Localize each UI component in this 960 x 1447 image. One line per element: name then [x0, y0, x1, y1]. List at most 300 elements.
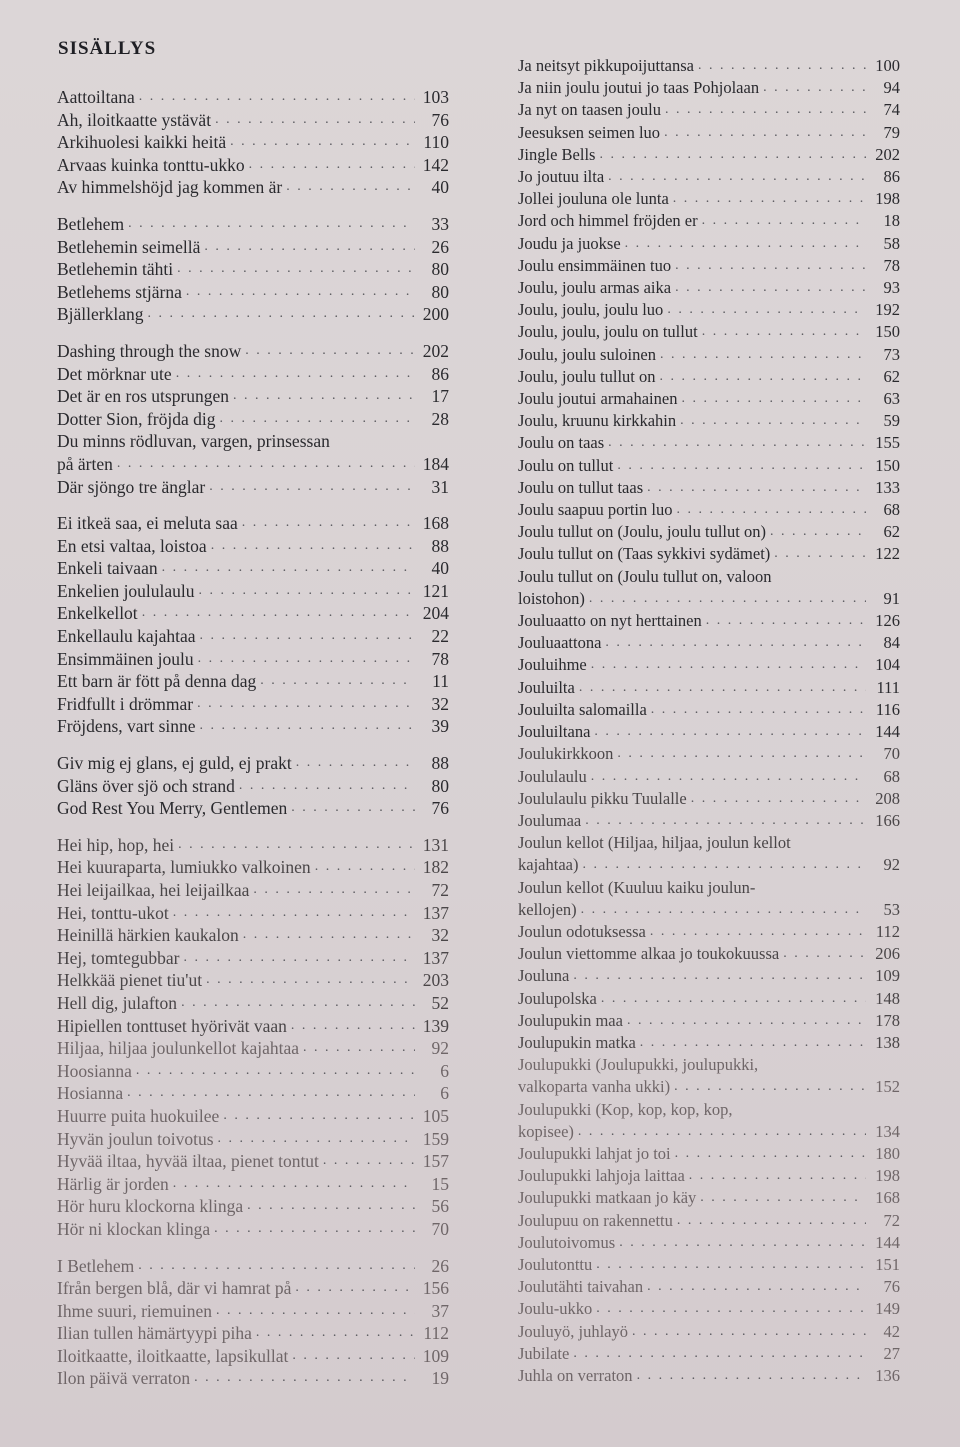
toc-entry-title: Hei leijailkaa, hei leijailkaa [57, 880, 250, 900]
toc-page-number: 27 [883, 1343, 900, 1363]
toc-page-number: 6 [440, 1060, 449, 1081]
toc-page-number: 72 [431, 880, 449, 900]
leader-dots [676, 499, 866, 521]
leader-dots [233, 385, 415, 408]
toc-entry [518, 988, 900, 1010]
toc-entry-continuation [518, 854, 900, 876]
toc-entry-continuation [518, 588, 900, 610]
toc-page-number: 110 [423, 132, 449, 153]
toc-page-number: 32 [431, 925, 449, 946]
toc-page-number: 11 [432, 671, 449, 692]
toc-entry [518, 77, 900, 99]
toc-entry [518, 743, 900, 765]
toc-entry-title: Joulun kellot (Hiljaa, hiljaa, joulun kellot [518, 833, 791, 853]
toc-entry [57, 1300, 449, 1323]
toc-page-number: 150 [875, 455, 900, 475]
toc-entry-title: Betlehemin tähti [57, 259, 174, 280]
leader-dots [650, 921, 866, 943]
toc-entry [57, 258, 449, 281]
leader-dots [162, 557, 415, 580]
toc-entry-title: Joulu on tullut taas [518, 477, 644, 497]
toc-entry-title: Jouluna [518, 966, 570, 986]
leader-dots [608, 166, 866, 188]
right-column [518, 55, 900, 1387]
toc-entry [57, 1060, 449, 1083]
toc-entry [57, 902, 449, 925]
toc-page-number: 150 [875, 322, 900, 342]
toc-entry-title: Enkellaulu kajahtaa [57, 626, 196, 647]
leader-dots [249, 154, 415, 177]
toc-entry-title: Giv mig ej glans, ej guld, ej prakt [57, 753, 292, 774]
leader-dots [599, 144, 866, 166]
leader-dots [215, 109, 415, 132]
toc-entry [518, 654, 900, 676]
toc-entry-title: Joulu ensimmäinen tuo [518, 255, 672, 275]
toc-page-number: 76 [883, 1277, 900, 1297]
toc-entry [57, 86, 449, 109]
leader-dots [315, 856, 415, 879]
toc-entry-title: Joulu, joulu suloinen [518, 344, 656, 364]
leader-dots [136, 1060, 415, 1083]
leader-dots [176, 363, 415, 386]
toc-entry [57, 340, 449, 363]
toc-page-number: 149 [875, 1299, 900, 1319]
toc-page-number: 62 [883, 522, 900, 542]
toc-entry [518, 388, 900, 410]
toc-entry-title: Ifrån bergen blå, där vi hamrat på [57, 1278, 292, 1299]
toc-entry [57, 236, 449, 259]
toc-entry [518, 521, 900, 543]
toc-entry [57, 176, 449, 199]
toc-entry [518, 122, 900, 144]
leader-dots [177, 258, 415, 281]
toc-entry-title: Betlehemin seimellä [57, 236, 201, 257]
toc-page-number: 40 [431, 177, 449, 198]
toc-page-number: 93 [883, 278, 900, 298]
toc-entry-title: Joulun viettomme alkaa jo toukokuussa [518, 944, 780, 964]
toc-entry-continuation [518, 1121, 900, 1143]
toc-entry-title: Iloitkaatte, iloitkaatte, lapsikullat [57, 1345, 289, 1366]
toc-page-number: 74 [883, 100, 900, 120]
toc-page-number: 22 [431, 626, 449, 647]
toc-entry-title: Huurre puita huokuilee [57, 1105, 220, 1126]
toc-entry-title-cont: kopisee) [518, 1121, 574, 1141]
toc-page-number: 53 [883, 899, 900, 919]
toc-page-number: 73 [883, 344, 900, 364]
toc-page-number: 68 [883, 500, 900, 520]
toc-entry-title: Betlehem [57, 213, 125, 234]
toc-page-number: 202 [422, 340, 449, 361]
toc-page-number: 58 [883, 233, 900, 253]
toc-entry [518, 344, 900, 366]
toc-page-number: 88 [431, 535, 449, 556]
toc-entry [518, 1054, 900, 1098]
toc-letter-group [57, 340, 449, 498]
toc-page-number: 134 [875, 1121, 900, 1141]
toc-entry-title: Jubilate [518, 1343, 570, 1363]
toc-page-number: 139 [422, 1015, 449, 1036]
toc-entry-title: Jord och himmel fröjden er [518, 211, 698, 231]
leader-dots [211, 535, 415, 558]
toc-page-number: 72 [883, 1210, 900, 1230]
leader-dots [242, 512, 415, 535]
toc-entry [518, 477, 900, 499]
toc-page-number: 168 [422, 513, 449, 534]
toc-entry-title: Jouluilta salomailla [518, 699, 647, 719]
toc-entry-title: Där sjöngo tre änglar [57, 476, 206, 497]
toc-page-number: 59 [883, 411, 900, 431]
leader-dots [667, 299, 866, 321]
toc-entry [518, 1165, 900, 1187]
toc-entry-title: Joulu tullut on (Taas sykkivi sydämet) [518, 544, 771, 564]
toc-page-number: 133 [875, 477, 900, 497]
toc-page-number: 103 [422, 87, 449, 107]
leader-dots [256, 1322, 415, 1345]
toc-entry-title: Joulupukki lahjat jo toi [518, 1143, 671, 1163]
leader-dots [681, 388, 866, 410]
toc-entry-title: Joulupukin maa [518, 1010, 623, 1030]
toc-entry [57, 281, 449, 304]
toc-entry [518, 766, 900, 788]
toc-page-number: 26 [431, 236, 449, 257]
toc-entry [518, 1343, 900, 1365]
leader-dots [582, 854, 866, 876]
toc-entry [57, 1128, 449, 1151]
toc-entry [518, 1298, 900, 1320]
toc-entry-title-cont: kellojen) [518, 899, 577, 919]
toc-entry [57, 1367, 449, 1390]
toc-entry-title: Hej, tomtegubbar [57, 947, 180, 968]
toc-page-number: 52 [431, 992, 449, 1013]
leader-dots [647, 1276, 866, 1298]
toc-entry [57, 924, 449, 947]
toc-entry [518, 99, 900, 121]
leader-dots [589, 588, 866, 610]
toc-page-number: 203 [422, 970, 449, 991]
toc-entry-title: Enkeli taivaan [57, 558, 158, 579]
toc-entry [57, 775, 449, 798]
toc-entry [518, 543, 900, 565]
toc-entry-title: Du minns rödluvan, vargen, prinsessan [57, 431, 330, 452]
toc-page-number: 86 [883, 167, 900, 187]
toc-entry [518, 410, 900, 432]
leader-dots [138, 1255, 415, 1278]
toc-entry-title: Jouluilta [518, 677, 575, 697]
leader-dots [216, 1300, 415, 1323]
toc-entry [57, 1345, 449, 1368]
leader-dots [677, 1210, 866, 1232]
toc-entry [57, 1082, 449, 1105]
toc-entry-title: Arvaas kuinka tonttu-ukko [57, 154, 245, 175]
toc-entry-title: Jouluaattona [518, 633, 602, 653]
toc-page-number: 18 [883, 211, 900, 231]
leader-dots [199, 580, 415, 603]
toc-page-number: 182 [422, 857, 449, 878]
toc-page-number: 26 [431, 1255, 449, 1276]
leader-dots [783, 943, 866, 965]
toc-entry [518, 210, 900, 232]
toc-entry-title: Ja nyt on taasen joulu [518, 100, 661, 120]
toc-entry [518, 832, 900, 876]
toc-entry-title-cont: valkoparta vanha ukki) [518, 1077, 671, 1097]
toc-entry-title: Joulutähti taivahan [518, 1277, 644, 1297]
leader-dots [173, 1173, 415, 1196]
toc-entry-title: Joudu ja juokse [518, 233, 621, 253]
leader-dots [647, 477, 866, 499]
toc-entry-title: Det mörknar ute [57, 363, 172, 384]
toc-page-number: 100 [875, 56, 900, 75]
toc-page-number: 79 [883, 122, 900, 142]
leader-dots [218, 1128, 415, 1151]
leader-dots [591, 654, 866, 676]
leader-dots [632, 1321, 866, 1343]
toc-entry-title: Ja niin joulu joutui jo taas Pohjolaan [518, 78, 760, 98]
toc-entry-title: Ensimmäinen joulu [57, 648, 194, 669]
leader-dots [178, 834, 415, 857]
toc-entry [57, 1105, 449, 1128]
toc-entry-title: Hyvän joulun toivotus [57, 1128, 214, 1149]
toc-entry [57, 648, 449, 671]
leader-dots [680, 410, 866, 432]
toc-page-number: 111 [876, 677, 900, 697]
leader-dots [637, 1365, 866, 1387]
toc-entry-title: Joulupukki (Kop, kop, kop, kop, [518, 1099, 733, 1119]
leader-dots [200, 715, 415, 738]
toc-page-number: 121 [422, 580, 449, 601]
toc-page-number: 33 [431, 213, 449, 234]
toc-entry [57, 602, 449, 625]
toc-page-number: 91 [883, 588, 900, 608]
toc-entry-continuation [518, 899, 900, 921]
toc-page-number: 198 [875, 189, 900, 209]
toc-entry-title: Ah, iloitkaatte ystävät [57, 109, 212, 130]
leader-dots [627, 1010, 866, 1032]
toc-entry-title: Fröjdens, vart sinne [57, 716, 196, 737]
toc-entry-title: Jouluiltana [518, 722, 591, 742]
toc-entry [518, 277, 900, 299]
toc-entry [57, 992, 449, 1015]
leader-dots [186, 281, 415, 304]
toc-entry-title: Heinillä härkien kaukalon [57, 925, 239, 946]
leader-dots [573, 965, 866, 987]
toc-letter-group [57, 512, 449, 738]
toc-entry-title: Jouluaatto on nyt herttainen [518, 611, 702, 631]
toc-entry [518, 366, 900, 388]
toc-entry-title: Joulu on tullut [518, 455, 614, 475]
toc-entry-title: Joulu on taas [518, 433, 605, 453]
toc-page-number: 192 [875, 300, 900, 320]
leader-dots [247, 1195, 415, 1218]
leader-dots [660, 366, 866, 388]
toc-entry-title: En etsi valtaa, loistoa [57, 535, 207, 556]
leader-dots [673, 188, 866, 210]
toc-entry-title: Joulupukki (Joulupukki, joulupukki, [518, 1055, 759, 1075]
toc-page-number: 138 [875, 1032, 900, 1052]
toc-letter-group [57, 752, 449, 820]
leader-dots [142, 602, 415, 625]
toc-entry-title: Helkkää pienet tiu'ut [57, 970, 203, 991]
toc-page-number: 28 [431, 408, 449, 429]
leader-dots [243, 924, 415, 947]
toc-entry [57, 1277, 449, 1300]
toc-entry-title: Joululaulu [518, 766, 587, 786]
leader-dots [209, 476, 415, 499]
toc-page-number: 208 [875, 788, 900, 808]
toc-entry [57, 1150, 449, 1173]
toc-page-number: 68 [883, 766, 900, 786]
leader-dots [223, 1105, 415, 1128]
toc-entry-title: Joulu, joulu, joulu luo [518, 300, 664, 320]
toc-entry-title: Joulu-ukko [518, 1299, 593, 1319]
toc-page-number: 142 [422, 154, 449, 175]
toc-page-number: 137 [422, 902, 449, 923]
toc-entry-title: Joulu, kruunu kirkkahin [518, 411, 677, 431]
toc-entry-title: Jollei jouluna ole lunta [518, 189, 669, 209]
toc-page-number: 144 [875, 722, 900, 742]
toc-entry-title: Betlehems stjärna [57, 281, 182, 302]
leader-dots [763, 77, 866, 99]
toc-entry [57, 969, 449, 992]
toc-page-number: 137 [422, 947, 449, 968]
leader-dots [625, 233, 866, 255]
leader-dots [198, 648, 415, 671]
toc-entry-title: Joulupukki matkaan jo käy [518, 1188, 697, 1208]
toc-entry [518, 1232, 900, 1254]
toc-entry [57, 1037, 449, 1060]
toc-page-number: 104 [875, 655, 900, 675]
leader-dots [197, 693, 415, 716]
toc-entry-title: Bjällerklang [57, 304, 144, 325]
toc-page-number: 78 [883, 255, 900, 275]
leader-dots [286, 176, 415, 199]
toc-page-number: 62 [883, 366, 900, 386]
toc-page-number: 144 [875, 1232, 900, 1252]
toc-entry-title-cont: loistohon) [518, 588, 585, 608]
toc-entry-title: Jo joutuu ilta [518, 167, 605, 187]
toc-page-number: 159 [422, 1128, 449, 1149]
leader-dots [204, 236, 415, 259]
toc-page-number: 152 [875, 1077, 900, 1097]
toc-entry [57, 715, 449, 738]
toc-page-number: 109 [875, 966, 900, 986]
leader-dots [291, 1015, 415, 1038]
leader-dots [706, 610, 866, 632]
toc-entry-title: Det är en ros utsprungen [57, 386, 230, 407]
leader-dots [698, 55, 866, 77]
toc-page-number: 155 [875, 433, 900, 453]
toc-entry-title: Enkelien joululaulu [57, 580, 195, 601]
toc-entry-title-cont: på ärten [57, 453, 113, 474]
leader-dots [675, 255, 866, 277]
toc-entry-title: Hiljaa, hiljaa joulunkellot kajahtaa [57, 1038, 300, 1059]
toc-page-number: 40 [431, 558, 449, 579]
leader-dots [139, 86, 415, 109]
toc-entry [57, 213, 449, 236]
toc-page-number: 112 [423, 1323, 449, 1344]
toc-entry [518, 632, 900, 654]
toc-entry-title: Joulumaa [518, 810, 582, 830]
leader-dots [260, 670, 415, 693]
leader-dots [578, 1121, 866, 1143]
toc-page-number: 80 [431, 281, 449, 302]
toc-entry-title: Hosianna [57, 1083, 124, 1104]
toc-entry [57, 385, 449, 408]
toc-page-number: 200 [422, 304, 449, 325]
toc-entry-title: Ilon päivä verraton [57, 1368, 191, 1389]
toc-entry-title: Ja neitsyt pikkupoijuttansa [518, 56, 694, 75]
toc-entry [518, 1321, 900, 1343]
leader-dots [173, 902, 415, 925]
toc-page-number: 84 [883, 633, 900, 653]
toc-entry [57, 693, 449, 716]
leader-dots [640, 1032, 866, 1054]
toc-entry [518, 55, 900, 77]
toc-entry [518, 144, 900, 166]
toc-entry [518, 810, 900, 832]
toc-entry-title: Joulun kellot (Kuuluu kaiku joulun- [518, 877, 756, 897]
toc-entry-title: Hei hip, hop, hei [57, 834, 175, 855]
toc-entry [57, 512, 449, 535]
leader-dots [689, 1165, 866, 1187]
toc-entry [518, 299, 900, 321]
toc-entry [518, 432, 900, 454]
toc-page-number: 37 [431, 1300, 449, 1321]
toc-entry-title: Hoosianna [57, 1060, 132, 1081]
toc-page-number: 19 [431, 1368, 449, 1389]
toc-entry [57, 131, 449, 154]
leader-dots [617, 743, 866, 765]
toc-page-number: 156 [422, 1278, 449, 1299]
toc-letter-group [57, 834, 449, 1241]
toc-entry-title: Joulupukki lahjoja laittaa [518, 1166, 685, 1186]
toc-page-number: 202 [875, 144, 900, 164]
toc-entry-title: Jouluyö, juhlayö [518, 1321, 628, 1341]
toc-entry [518, 943, 900, 965]
toc-entry [518, 677, 900, 699]
leader-dots [601, 988, 866, 1010]
toc-entry-title: Joululaulu pikku Tuulalle [518, 788, 687, 808]
toc-page-number: 88 [431, 753, 449, 774]
toc-entry-title: Aattoiltana [57, 87, 135, 107]
toc-entry-title: Hell dig, julafton [57, 992, 178, 1013]
toc-page-number: 6 [440, 1083, 449, 1104]
leader-dots [619, 1232, 866, 1254]
toc-page-number: 151 [875, 1254, 900, 1274]
toc-page-number: 168 [875, 1188, 900, 1208]
toc-page-number: 184 [422, 453, 449, 474]
toc-entry [57, 879, 449, 902]
toc-letter-group [57, 1255, 449, 1391]
toc-page-number: 39 [431, 716, 449, 737]
leader-dots [596, 1298, 866, 1320]
toc-entry [57, 557, 449, 580]
toc-page-number: 42 [883, 1321, 900, 1341]
toc-entry [57, 363, 449, 386]
toc-letter-group [57, 213, 449, 326]
leader-dots [128, 213, 415, 236]
toc-page-number: 122 [875, 544, 900, 564]
leader-dots [591, 766, 866, 788]
toc-entry-title: Joulu saapuu portin luo [518, 500, 673, 520]
toc-page-number: 56 [431, 1196, 449, 1217]
leader-dots [230, 131, 415, 154]
leader-dots [573, 1343, 866, 1365]
toc-entry [518, 921, 900, 943]
toc-entry [57, 1322, 449, 1345]
toc-entry [518, 699, 900, 721]
toc-entry [57, 535, 449, 558]
leader-dots [702, 321, 866, 343]
